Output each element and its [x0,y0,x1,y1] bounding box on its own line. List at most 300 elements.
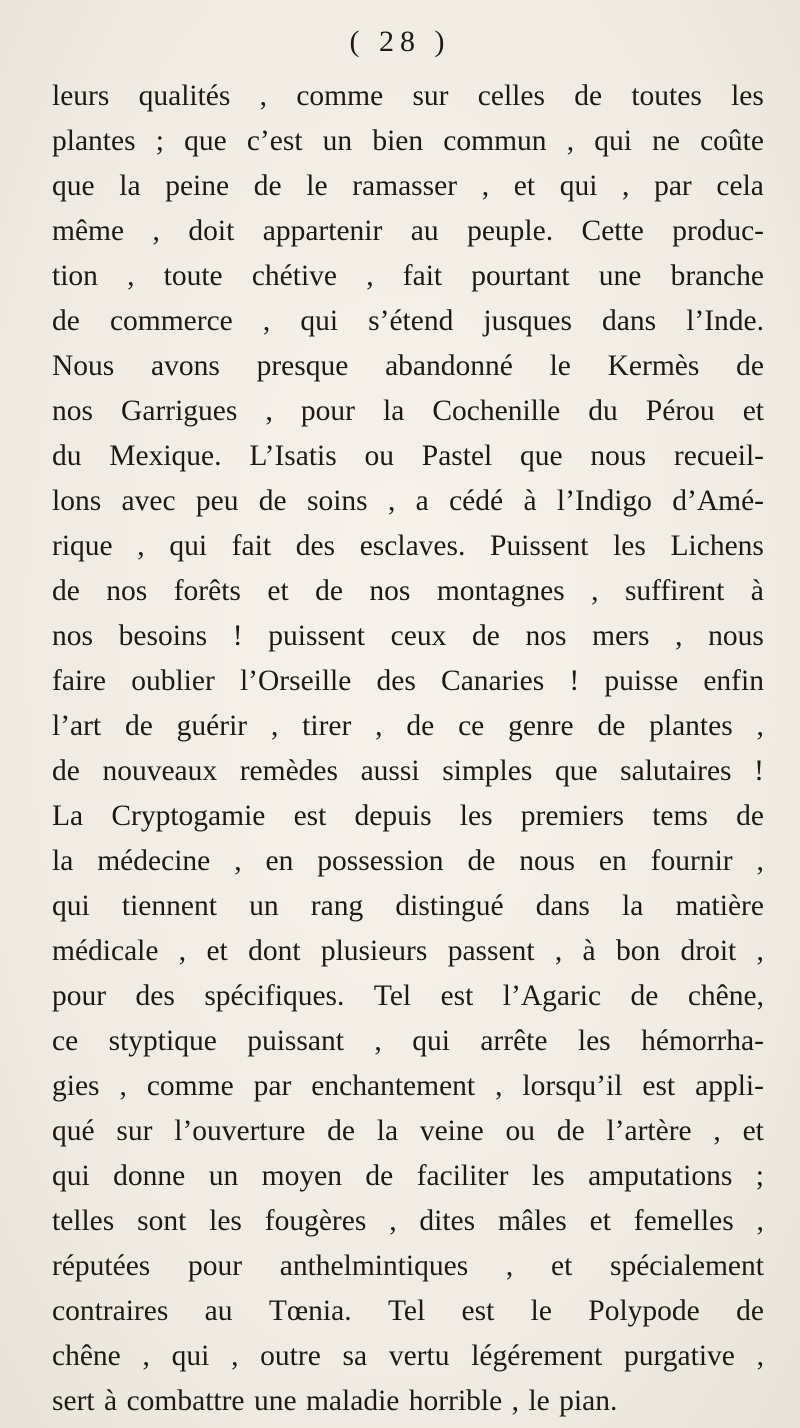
word: bien [372,125,424,157]
text-line [52,704,764,749]
word: appartenir [262,215,383,247]
word: un [208,1160,239,1192]
word: c’est [246,125,303,157]
word: horrible [408,1385,503,1417]
word: l’art [52,710,102,742]
word: , [481,170,490,202]
word: L’Isatis [249,440,337,472]
word: la [383,395,405,427]
word: femelles [633,1205,734,1237]
word: et [206,935,228,967]
word: , [591,575,599,607]
word: de [258,485,287,517]
word: de [327,1115,355,1147]
word: le [530,1295,552,1327]
word: est [293,800,327,832]
word: ceux [390,620,447,652]
word: l’Orseille [239,665,352,697]
word: puisse [604,665,679,697]
word: donne [113,1160,186,1192]
word: La [52,800,84,832]
word: chêne [52,1340,121,1372]
word: commun [443,125,547,157]
word: premiers [520,800,624,832]
word: , [756,1340,764,1372]
word: branche [670,260,764,292]
word: nous [519,845,575,877]
word: de [630,980,659,1012]
word: un [249,890,279,922]
word: tirer [302,710,352,742]
word: Tœnia. [268,1295,352,1327]
word: de [736,800,764,832]
word: à [104,1385,118,1417]
word: contraires [52,1295,169,1327]
word: plantes [52,125,136,157]
text-line [52,164,764,209]
word: au [204,1295,233,1327]
word: lorsqu’il [522,1070,623,1102]
word: les [731,80,764,112]
word: presque [256,350,349,382]
word: la [376,1115,399,1147]
word: , [270,710,279,742]
word: est [461,1295,495,1327]
word: matière [675,890,764,922]
text-line [52,929,764,974]
text-line [52,74,764,119]
word: de [574,80,603,112]
word: fougères [264,1205,367,1237]
word: , [554,935,563,967]
word: remèdes [239,755,338,787]
word: doit [188,215,235,247]
word: Cochenille [432,395,561,427]
word: ! [569,665,580,697]
word: de [467,845,496,877]
body-text [52,74,764,1424]
word: du [52,440,82,472]
word: bon [615,935,661,967]
word: qui [169,530,208,562]
text-line [52,1199,764,1244]
text-line [52,1019,764,1064]
word: amputations [588,1160,733,1192]
word: des [135,980,175,1012]
word: Pastel [421,440,493,472]
text-line [52,1064,764,1109]
word: de [52,755,80,787]
word: des [295,530,336,562]
text-line [52,614,764,659]
word: , [152,215,160,247]
word: de [365,1160,394,1192]
word: dans [602,305,657,337]
word: et [267,575,289,607]
text-line [52,569,764,614]
word: de [736,350,764,382]
word: possession [317,845,444,877]
word: qualités [138,80,231,112]
word: ramasser [352,170,458,202]
word: , [127,260,135,292]
word: , [495,1070,503,1102]
word: telles [52,1205,115,1237]
word: vertu [388,1340,450,1372]
word: peu [195,485,239,517]
word: lons [52,485,102,517]
word: qui [594,125,632,157]
word: d’Amé- [672,485,764,517]
word: pour [52,980,107,1012]
word: montagnes [436,575,565,607]
word: jusques [483,305,572,337]
text-line [52,974,764,1019]
word: le [306,170,328,202]
word: est [440,980,474,1012]
word: avons [151,350,220,382]
word: les [209,1205,242,1237]
word: la [622,890,644,922]
word: de [471,620,500,652]
word: , [566,125,575,157]
word: qui [300,305,339,337]
word: à [523,485,537,517]
word: ce [52,1025,79,1057]
word: besoins [118,620,208,652]
text-line [52,389,764,434]
word: plantes [649,710,733,742]
word: gies [52,1070,100,1102]
word: une [253,1385,297,1417]
word: nos [525,620,567,652]
word: combattre [126,1385,245,1417]
word: de [52,575,80,607]
word: mers [592,620,650,652]
word: que [52,170,95,202]
word: dites [419,1205,476,1237]
word: de [556,1115,585,1147]
text-line [52,254,764,299]
word: tiennent [121,890,217,922]
word: plusieurs [320,935,428,967]
word: de [253,170,282,202]
word: , [387,485,396,517]
word: faire [52,665,107,697]
word: , [713,1115,721,1147]
word: le [549,350,571,382]
text-line [52,479,764,524]
word: , [375,710,383,742]
word: qui [171,1340,210,1372]
word: cédé [449,485,504,517]
word: enchantement [311,1070,476,1102]
word: , [756,935,764,967]
text-line [52,884,764,929]
word: légérement [471,1340,603,1372]
word: ou [364,440,394,472]
word: Pérou [645,395,715,427]
word: ce [458,710,485,742]
word: Cryptogamie [111,800,266,832]
word: recueil- [673,440,764,472]
word: et [742,395,764,427]
word: les [577,1025,611,1057]
word: à [582,935,596,967]
word: que [184,125,227,157]
word: distingué [395,890,504,922]
word: anthelmintiques [279,1250,469,1282]
word: et [742,1115,764,1147]
word: ; [755,1160,764,1192]
word: Cette [581,215,644,247]
word: Tel [387,1295,426,1327]
word: Puissent [490,530,589,562]
word: arrête [480,1025,548,1057]
word: , [505,1250,514,1282]
word: la [52,845,74,877]
word: nos [52,395,93,427]
word: produc- [672,215,764,247]
word: spécifiques. [204,980,345,1012]
word: , [259,80,268,112]
word: en [598,845,627,877]
word: que [554,755,598,787]
word: guérir [176,710,248,742]
word: ne [652,125,680,157]
word: de [315,575,343,607]
word: une [598,260,642,292]
text-line [52,524,764,569]
word: cela [716,170,764,202]
word: pour [187,1250,243,1282]
text-line [52,209,764,254]
word: même [52,215,125,247]
word: chétive [251,260,338,292]
word: , [265,395,273,427]
word: ou [505,1115,536,1147]
word: , [366,260,374,292]
word: en [265,845,294,877]
word: Polypode [588,1295,700,1327]
word: les [459,800,493,832]
word: Lichens [670,530,764,562]
word: sur [412,80,449,112]
word: mâles [497,1205,567,1237]
word: tion [52,260,98,292]
word: dont [248,935,301,967]
word: ! [232,620,243,652]
word: , [389,1205,397,1237]
text-line [52,1289,764,1334]
word: tems [652,800,708,832]
word: genre [508,710,574,742]
word: puissant [247,1025,344,1057]
word: purgative [623,1340,735,1372]
word: depuis [354,800,432,832]
word: spécialement [609,1250,764,1282]
word: de [406,710,435,742]
word: salutaires [620,755,732,787]
word: sont [137,1205,187,1237]
word: nos [106,575,148,607]
text-line [52,1379,764,1424]
text-line [52,299,764,344]
word: de [736,1295,764,1327]
word: le [528,1385,550,1417]
word: à [750,575,764,607]
word: les [531,1160,565,1192]
word: puissent [268,620,365,652]
word: et [550,1250,573,1282]
word: passent [447,935,535,967]
page-number: ( 28 ) [349,25,451,58]
word: sert [52,1385,95,1417]
word: médecine [97,845,211,877]
word: médicale [52,935,159,967]
text-line [52,1334,764,1379]
word: et [513,170,536,202]
word: celles [477,80,545,112]
word: réputées [52,1250,151,1282]
word: Nous [52,350,115,382]
word: forêts [173,575,241,607]
word: , [119,1070,127,1102]
word: l’Inde. [686,305,764,337]
word: pian. [559,1385,618,1417]
word: nos [52,620,93,652]
word: , [234,845,242,877]
word: fait [402,260,443,292]
word: qui [559,170,598,202]
word: peine [165,170,230,202]
word: droit [680,935,737,967]
word: Tel [373,980,412,1012]
text-line [52,119,764,164]
word: leurs [52,80,110,112]
word: peuple. [467,215,554,247]
word: fait [231,530,272,562]
word: , [675,620,683,652]
word: , [262,305,271,337]
word: soins [306,485,368,517]
word: appli- [695,1070,764,1102]
word: simples [442,755,533,787]
word: pour [300,395,355,427]
word: les [613,530,646,562]
word: et [589,1205,611,1237]
word: maladie [305,1385,400,1417]
word: , [511,1385,519,1417]
word: Mexique. [109,440,222,472]
word: l’artère [606,1115,692,1147]
word: sa [342,1340,368,1372]
word: sur [116,1115,153,1147]
word: , [142,1340,150,1372]
word: par [654,170,692,202]
word: comme [296,80,384,112]
word: la [119,170,141,202]
word: veine [419,1115,484,1147]
word: de [52,305,80,337]
word: , [137,530,145,562]
word: toute [163,260,223,292]
text-line [52,794,764,839]
word: ! [754,755,764,787]
text-line [52,1244,764,1289]
word: du [588,395,618,427]
word: Kermès [607,350,700,382]
word: nous [590,440,647,472]
word: qué [52,1115,95,1147]
word: qui [412,1025,450,1057]
word: de [597,710,626,742]
word: Garrigues [121,395,238,427]
word: qui [52,890,90,922]
word: s’étend [368,305,454,337]
text-line [52,434,764,479]
text-line [52,659,764,704]
word: rang [310,890,364,922]
word: nos [369,575,411,607]
word: qui [52,1160,90,1192]
word: des [376,665,416,697]
word: nous [708,620,764,652]
word: chêne, [687,980,764,1012]
word: , [178,935,187,967]
word: par [253,1070,292,1102]
word: pourtant [471,260,570,292]
text-line [52,839,764,884]
word: que [520,440,563,472]
word: styptique [108,1025,217,1057]
word: coûte [700,125,764,157]
word: aussi [360,755,420,787]
word: Canaries [441,665,545,697]
word: oublier [131,665,215,697]
word: , [622,170,630,202]
text-line [52,749,764,794]
word: , [756,845,764,877]
word: l’Indigo [556,485,652,517]
word: suffirent [624,575,725,607]
word: , [756,710,764,742]
word: l’Agaric [502,980,602,1012]
word: rique [52,530,113,562]
word: faciliter [416,1160,509,1192]
word: a [415,485,429,517]
word: commerce [109,305,233,337]
word: enfin [703,665,764,697]
word: moyen [261,1160,342,1192]
word: un [322,125,353,157]
word: abandonné [385,350,513,382]
word: toutes [631,80,702,112]
word: esclaves. [359,530,466,562]
word: fournir [650,845,733,877]
word: , [756,1205,764,1237]
word: hémorrha- [641,1025,764,1057]
word: l’ouverture [174,1115,306,1147]
word: ; [155,125,164,157]
word: , [374,1025,382,1057]
text-line [52,1154,764,1199]
word: , [231,1340,239,1372]
word: outre [260,1340,321,1372]
word: est [642,1070,676,1102]
text-line [52,1109,764,1154]
word: au [410,215,439,247]
